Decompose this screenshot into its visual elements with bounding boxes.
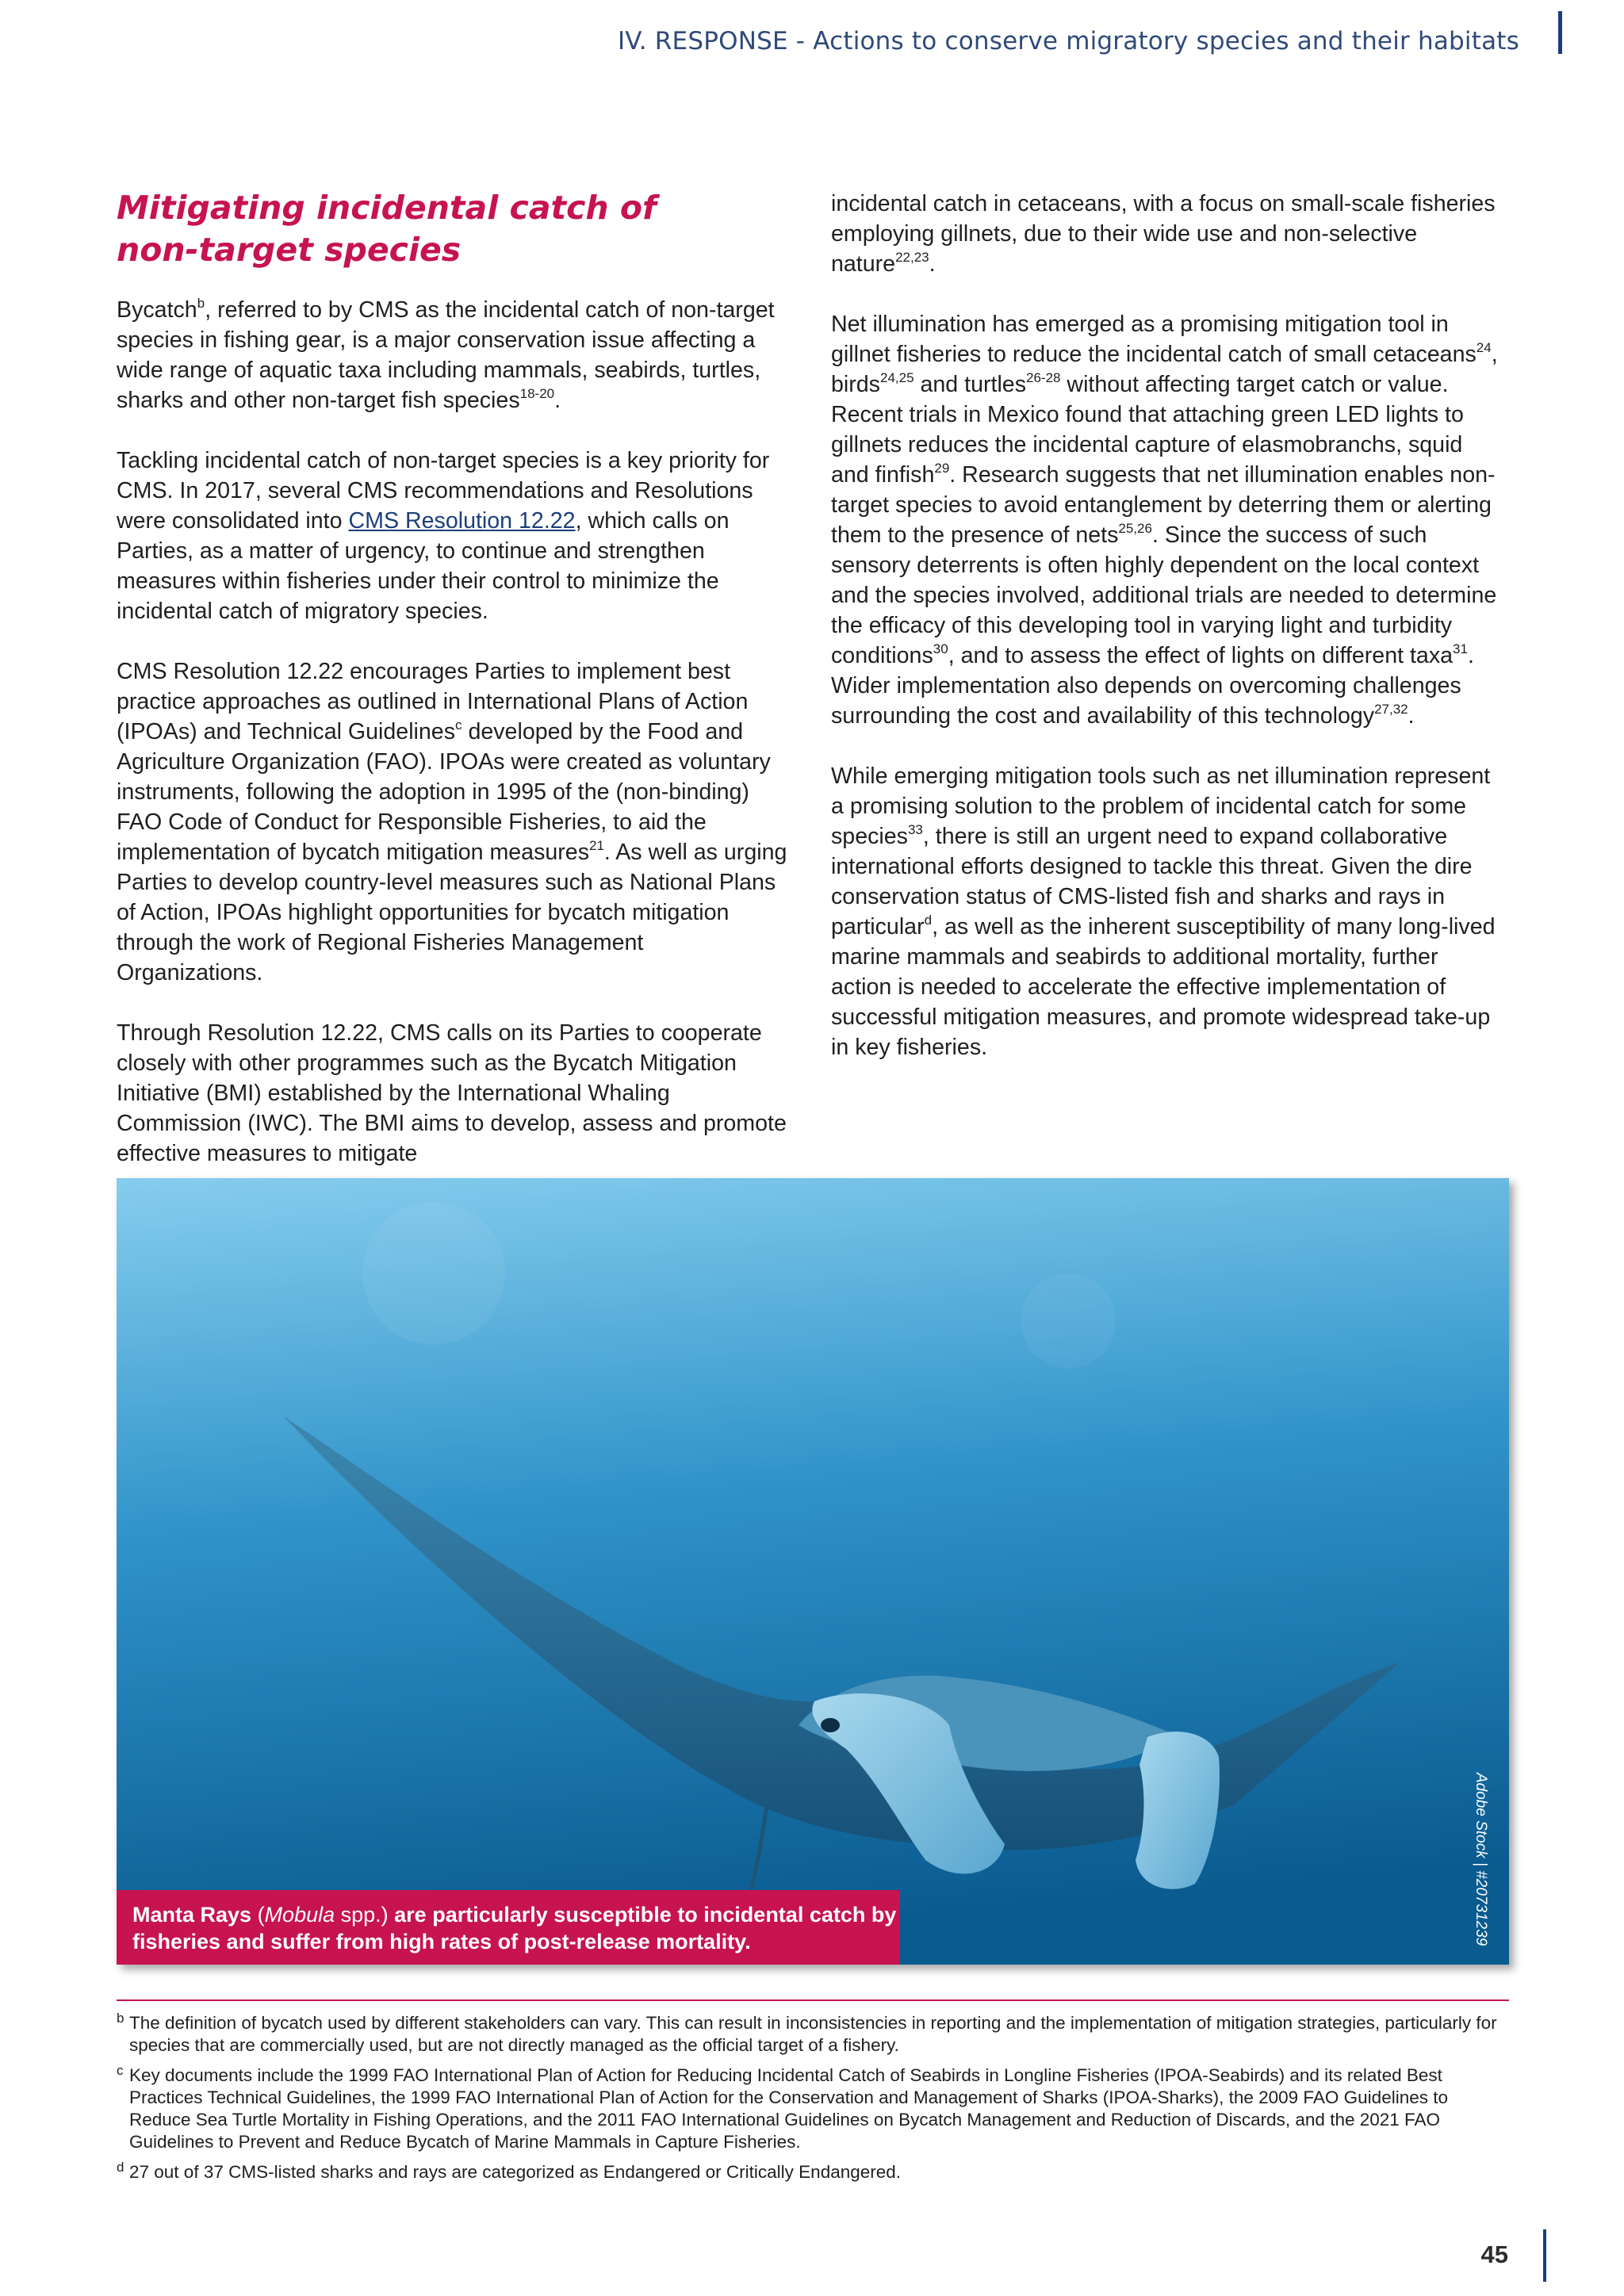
footnote-c: c Key documents include the 1999 FAO International Plan of Action for Reducing Incidental Catch of Seabirds in Longline Fisheries (IPOA-Seabirds) and its related Best Practices Technical Guidelines, the 1999 FAO International Plan of Action for the Conservation and Management of Sharks (IPOA-Sharks), the 2009 FAO Guidelines to Reduce Sea Turtle Mortality in Fishing Operations, and the 2011 FAO International Guidelines on Bycatch Management and Reduction of Discards, and the 2021 FAO Guidelines to Prevent and Reduce Bycatch of Marine Mammals in Capture Fisheries.	[117, 2063, 1449, 2152]
footnote-d: d 27 out of 37 CMS-listed sharks and rays are categorized as Endangered or Critically Endangered.	[117, 2160, 902, 2182]
footnote-divider	[117, 1999, 1509, 2001]
footnotes	[117, 2012, 1512, 2191]
citation-ref: 24	[1476, 340, 1492, 355]
citation-ref: 31	[1453, 641, 1468, 656]
citation-ref: 30	[933, 641, 948, 656]
citation-ref: 21	[589, 838, 604, 853]
left-column	[117, 187, 787, 1199]
citation-ref: 25,26	[1118, 521, 1152, 536]
page-number: 45	[1480, 2241, 1508, 2268]
footnote-b: b The definition of bycatch used by different stakeholders can vary. This can result in inconsistencies in reporting and the implementation of mitigation strategies, particularly for species that are commercially used, but are not directly managed as the official target of a fishery.	[117, 2011, 1497, 2055]
footnote-ref[interactable]: d	[924, 913, 933, 928]
header-accent-bar	[1558, 11, 1562, 54]
citation-ref: 29	[934, 461, 950, 476]
citation-ref: 27,32	[1374, 702, 1408, 717]
paragraph-cetaceans: incidental catch in cetaceans, with a focus on small-scale fisheries employing gillnets, due to their wide use and non-selective nature$^{22,23}$.	[831, 191, 1496, 277]
paragraph-bycatch: Bycatch$^b$, referred to by CMS as the incidental catch of non-target species in fishing gear, is a major conservation issue affecting a wide range of aquatic taxa including mammals, seabirds, turtles, sharks and other non-target fish species$^{18-20}$.	[117, 296, 775, 413]
cms-resolution-link[interactable]: CMS Resolution 12.22	[348, 508, 576, 534]
citation-ref: 22,23	[895, 250, 929, 265]
footnote-ref[interactable]: b	[197, 296, 205, 311]
running-header: IV. RESPONSE - Actions to conserve migratory species and their habitats	[617, 27, 1519, 55]
paragraph-bmi: Through Resolution 12.22, CMS calls on its Parties to cooperate closely with other programmes such as the Bycatch Mitigation Initiative (BMI) established by the International Whaling Commission (IWC). The BMI aims to develop, assess and promote effective measures to mitigate	[117, 1020, 787, 1166]
manta-ray-photo	[117, 1178, 1509, 1965]
paragraph-priority: Tackling incidental catch of non-target species is a key priority for CMS. In 2017, several CMS recommendations and Resolutions were consolidated into CMS Resolution 12.22, which calls on Parties, as a matter of urgency, to continue and strengthen measures within fisheries under their control to minimize the incidental catch of migratory species.	[117, 448, 770, 624]
citation-ref: 26-28	[1026, 370, 1061, 385]
citation-ref: 24,25	[879, 370, 914, 385]
photo-credit: Adobe Stock | #20731239	[1473, 1773, 1489, 1946]
page-accent-bar	[1543, 2229, 1546, 2282]
paragraph-emerging-tools: While emerging mitigation tools such as net illumination represent a promising solution to the problem of incidental catch for some species$^{33}$, there is still an urgent need to expand collaborative international efforts designed to tackle this threat. Given the dire conservation status of CMS-listed fish and sharks and rays in particular$^d$, as well as the inherent susceptibility of many long-lived marine mammals and seabirds to additional mortality, further action is needed to accelerate the effective implementation of successful mitigation measures, and promote widespread take-up in key fisheries.	[831, 763, 1496, 1060]
footnote-ref[interactable]: c	[455, 718, 462, 733]
section-title: Mitigating incidental catch of non-target species	[117, 189, 657, 269]
right-column	[831, 189, 1502, 1093]
photo-caption: Manta Rays (Mobula spp.) are particularly susceptible to incidental catch by fisheries and suffer from high rates of post-release mortality.	[117, 1890, 900, 1965]
citation-ref: 18-20	[519, 386, 555, 401]
paragraph-best-practice: CMS Resolution 12.22 encourages Parties to implement best practice approaches as outlined in International Plans of Action (IPOAs) and Technical Guidelines$^c$ developed by the Food and Agriculture Organization (FAO). IPOAs were created as voluntary instruments, following the adoption in 1995 of the (non-binding) FAO Code of Conduct for Responsible Fisheries, to aid the implementation of bycatch mitigation measures$^{21}$. As well as urging Parties to develop country-level measures such as National Plans of Action, IPOAs highlight opportunities for bycatch mitigation through the work of Regional Fisheries Management Organizations.	[117, 659, 787, 985]
citation-ref: 33	[907, 822, 923, 837]
paragraph-net-illumination: Net illumination has emerged as a promising mitigation tool in gillnet fisheries to reduce the incidental catch of small cetaceans$^{24}$, birds$^{24,25}$ and turtles$^{26-28}$ without affecting target catch or value. Recent trials in Mexico found that attaching green LED lights to gillnets reduces the incidental capture of elasmobranchs, squid and finfish$^{29}$. Research suggests that net illumination enables non-target species to avoid entanglement by deterring them or alerting them to the presence of nets$^{25,26}$. Since the success of such sensory deterrents is often highly dependent on the local context and the species involved, additional trials are needed to determine the efficacy of this developing tool in varying light and turbidity conditions$^{30}$, and to assess the effect of lights on different taxa$^{31}$. Wider implementation also depends on overcoming challenges surrounding the cost and availability of this technology$^{27,32}$.	[831, 312, 1498, 729]
